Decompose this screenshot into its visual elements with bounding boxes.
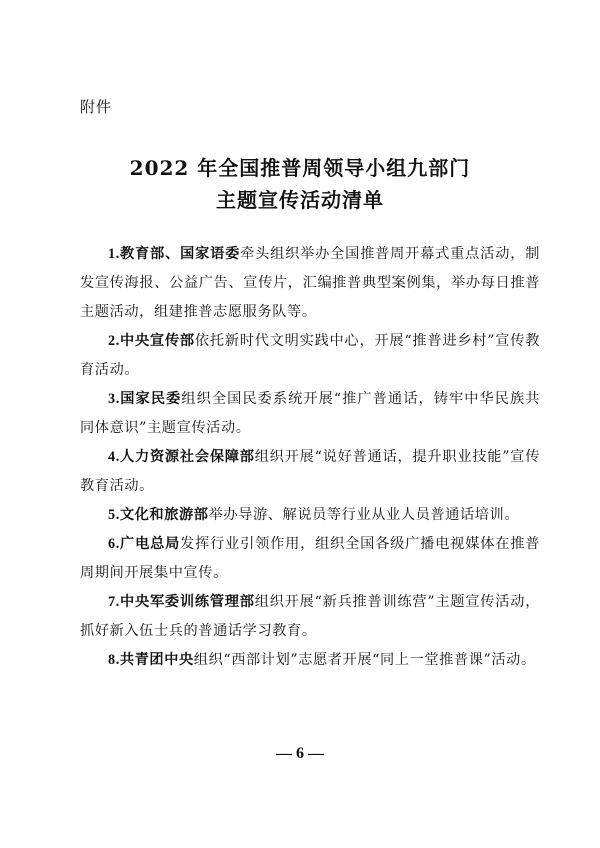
- item-department: 中央军委训练管理部: [119, 594, 255, 610]
- item-description: 组织“西部计划”志愿者开展“同上一堂推普课”活动。: [193, 652, 536, 668]
- activity-item: [80, 443, 540, 501]
- item-description: 组织开展“新兵推普训练营”主题宣传活动，抓好新入伍士兵的普通话学习教育。: [80, 594, 540, 639]
- activity-item: [80, 501, 540, 530]
- activity-item: [80, 646, 540, 675]
- item-number: 1.: [108, 246, 120, 262]
- activity-item: [80, 240, 540, 327]
- item-department: 教育部、国家语委: [119, 246, 241, 262]
- item-number: 5.: [108, 507, 120, 523]
- item-department: 文化和旅游部: [119, 507, 209, 523]
- item-department: 共青团中央: [119, 652, 194, 668]
- item-description: 依托新时代文明实践中心，开展“推普进乡村”宣传教育活动。: [80, 333, 540, 378]
- item-department: 人力资源社会保障部: [119, 449, 255, 465]
- item-department: 广电总局: [119, 536, 181, 552]
- item-number: 6.: [108, 536, 120, 552]
- item-description: 牵头组织举办全国推普周开幕式重点活动，制发宣传海报、公益广告、宣传片，汇编推普典型案例集，举办每日推普主题活动，组建推普志愿服务队等。: [80, 246, 540, 320]
- item-department: 中央宣传部: [119, 333, 195, 349]
- activity-item: [80, 327, 540, 385]
- item-department: 国家民委: [119, 391, 182, 407]
- item-description: 组织全国民委系统开展“推广普通话，铸牢中华民族共同体意识”主题宣传活动。: [80, 391, 540, 436]
- item-description: 组织开展“说好普通话，提升职业技能”宣传教育活动。: [80, 449, 540, 494]
- document-title-line-1: 2022 年全国推普周领导小组九部门: [129, 156, 471, 180]
- item-number: 3.: [108, 391, 120, 407]
- item-description: 举办导游、解说员等行业从业人员普通话培训。: [208, 507, 520, 523]
- activity-item: [80, 530, 540, 588]
- item-number: 8.: [108, 652, 120, 668]
- activity-item: [80, 588, 540, 646]
- document-title-line-2: 主题宣传活动清单: [216, 188, 384, 212]
- attachment-label: 附件: [80, 98, 113, 116]
- item-number: 2.: [108, 333, 120, 349]
- activity-item: [80, 385, 540, 443]
- item-description: 发挥行业引领作用，组织全国各级广播电视媒体在推普周期间开展集中宣传。: [80, 536, 541, 581]
- item-number: 4.: [108, 449, 120, 465]
- item-number: 7.: [108, 594, 120, 610]
- page-number: — 6 —: [276, 745, 324, 762]
- activity-list: [80, 240, 540, 675]
